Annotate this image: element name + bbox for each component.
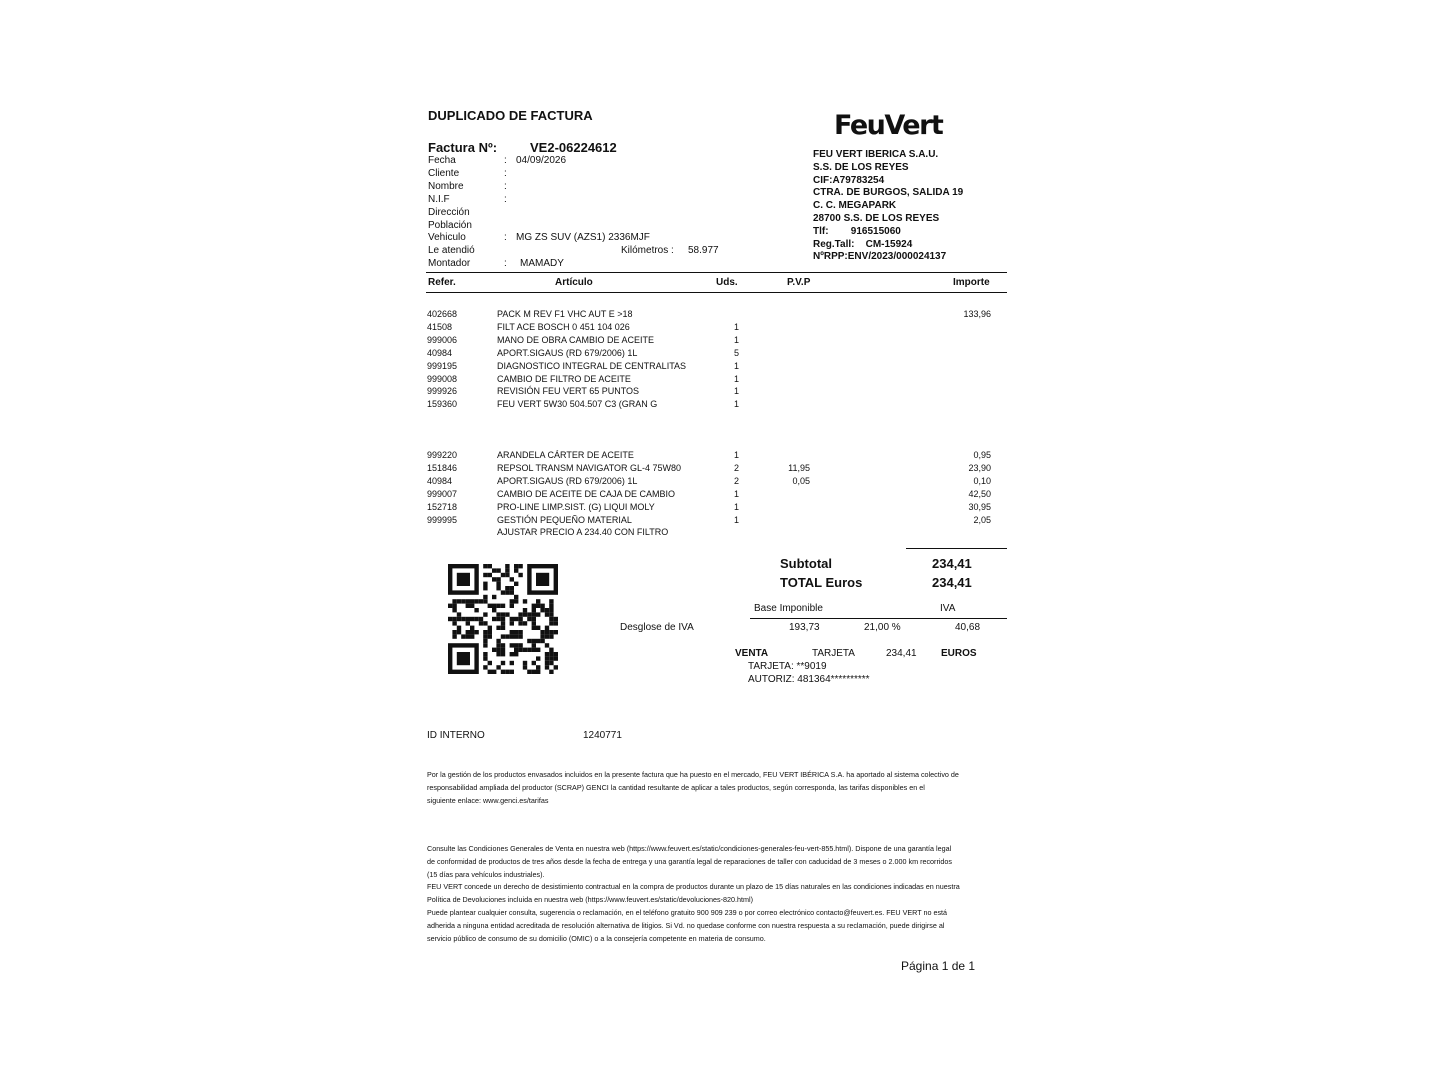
row-amount: 0,10	[973, 475, 991, 486]
legal-line: Por la gestión de los productos envasados incluidos en la presente factura que ha puesto en el mercado, FEU VERT IBÉRICA S.A. ha aportado al sistema colectivo de	[427, 770, 959, 779]
row-units: 1	[734, 334, 740, 345]
row-article: REPSOL TRANSM NAVIGATOR GL-4 75W80	[497, 462, 682, 473]
table-row	[0, 527, 1440, 539]
row-article: DIAGNOSTICO INTEGRAL DE CENTRALITAS	[497, 360, 687, 371]
row-units: 1	[734, 321, 740, 332]
col-ref-header: Refer.	[428, 277, 456, 288]
page-number: Página 1 de 1	[901, 959, 976, 973]
row-ref: 159360	[427, 399, 458, 410]
row-article: FILT ACE BOSCH 0 451 104 026	[497, 321, 630, 332]
row-ref: 151846	[427, 462, 458, 473]
shop-line: CTRA. DE BURGOS, SALIDA 19	[813, 187, 964, 199]
row-article: MANO DE OBRA CAMBIO DE ACEITE	[497, 334, 655, 345]
col-units-header: Uds.	[716, 277, 738, 288]
vat-iva-label: IVA	[940, 603, 956, 614]
row-units: 1	[734, 488, 740, 499]
shop-address	[813, 149, 963, 264]
row-article: APORT.SIGAUS (RD 679/2006) 1L	[497, 347, 638, 358]
row-article: AJUSTAR PRECIO A 234.40 CON FILTRO	[497, 527, 669, 538]
document-title: DUPLICADO DE FACTURA	[428, 108, 593, 123]
col-price-header: P.V.P	[787, 277, 811, 288]
payment-method: TARJETA	[812, 648, 855, 659]
row-ref: 40984	[427, 347, 453, 358]
row-units: 1	[734, 501, 740, 512]
shop-line: C. C. MEGAPARK	[813, 200, 897, 212]
field-colon: :	[504, 232, 507, 244]
legal-line: adherida a ninguna entidad acreditada de resolución alternativa de litigios. Si Vd. no quedase conforme con nuestra respuesta a su reclamación, puede dirigirse al	[427, 920, 945, 930]
row-article: FEU VERT 5W30 504.507 C3 (GRAN G	[497, 399, 658, 410]
row-ref: 999220	[427, 450, 458, 460]
shop-line: Tlf: 916515060	[813, 225, 901, 237]
table-header-rule	[426, 292, 1007, 293]
row-article: CAMBIO DE ACEITE DE CAJA DE CAMBIO	[497, 488, 676, 499]
sales-conditions-notice	[427, 843, 1027, 945]
table-row	[0, 386, 1440, 398]
row-article: PACK M REV F1 VHC AUT E >18	[497, 309, 633, 319]
table-row	[0, 335, 1440, 347]
field-colon: :	[504, 258, 507, 270]
table-row	[0, 450, 1440, 462]
row-article: GESTIÓN PEQUEÑO MATERIAL	[497, 514, 632, 525]
table-row	[0, 322, 1440, 334]
total-label: TOTAL Euros	[780, 575, 863, 590]
field-value: MAMADY	[520, 258, 564, 270]
subtotal-value: 234,41	[932, 556, 972, 571]
legal-line: (15 días para vehículos industriales).	[427, 869, 545, 879]
vat-breakdown-label: Desglose de IVA	[620, 622, 694, 633]
qr-code-icon	[448, 564, 558, 674]
legal-line: de conformidad de productos de tres años desde la fecha de entrega y una garantía legal de reparaciones de taller con caducidad de 3 meses o 2.000 km recorridos	[427, 856, 953, 866]
table-row	[0, 399, 1440, 411]
vat-base-label: Base Imponible	[754, 603, 823, 614]
scrap-legal-notice	[427, 769, 1027, 807]
row-article: CAMBIO DE FILTRO DE ACEITE	[497, 373, 631, 384]
row-amount: 23,90	[968, 462, 991, 473]
col-article-header: Artículo	[555, 277, 593, 288]
table-row	[0, 489, 1440, 501]
field-colon: :	[504, 193, 507, 205]
field-label: Fecha	[428, 155, 456, 166]
shop-line: FEU VERT IBERICA S.A.U.	[813, 149, 939, 160]
legal-line: Consulte las Condiciones Generales de Venta en nuestra web (https://www.feuvert.es/static/condiciones-generales-feu-vert-855.html). Dispone de una garantía legal	[427, 844, 952, 853]
invoice-number-label: Factura Nº:	[428, 140, 498, 155]
payment-currency: EUROS	[941, 648, 977, 659]
subtotal-label: Subtotal	[780, 556, 832, 571]
row-units: 2	[734, 475, 740, 486]
legal-line: FEU VERT concede un derecho de desistimiento contractual en la compra de productos durante un plazo de 15 días naturales en las condiciones indicadas en nuestra	[427, 882, 960, 892]
internal-id-value: 1240771	[583, 730, 622, 741]
field-colon: :	[504, 180, 507, 192]
table-row	[0, 476, 1440, 488]
vat-base-value: 193,73	[789, 622, 820, 633]
table-row	[0, 309, 1440, 321]
vat-rule	[750, 618, 1007, 619]
totals-rule	[906, 548, 1007, 549]
table-row	[0, 374, 1440, 386]
field-label: Le atendió	[428, 245, 475, 257]
row-units: 1	[734, 514, 740, 525]
field-value: MG ZS SUV (AZS1) 2336MJF	[516, 232, 650, 244]
vat-amount: 40,68	[955, 622, 981, 633]
table-top-rule	[426, 272, 1007, 273]
row-ref: 999195	[427, 360, 458, 371]
payment-amount: 234,41	[886, 648, 917, 659]
total-value: 234,41	[932, 575, 972, 590]
row-article: APORT.SIGAUS (RD 679/2006) 1L	[497, 475, 638, 486]
row-units: 1	[734, 399, 740, 410]
row-units: 1	[734, 360, 740, 371]
row-ref: 152718	[427, 501, 458, 512]
legal-line: Política de Devoluciones incluida en nuestra web (https://www.feuvert.es/static/devoluciones-820.html)	[427, 895, 753, 905]
row-units: 2	[734, 462, 740, 473]
km-label: Kilómetros :	[621, 245, 674, 256]
field-label: Nombre	[428, 180, 464, 192]
row-amount: 133,96	[963, 309, 991, 319]
row-article: REVISIÓN FEU VERT 65 PUNTOS	[497, 386, 640, 397]
field-colon: :	[504, 167, 507, 179]
row-units: 5	[734, 347, 740, 358]
legal-line: siguiente enlace: www.genci.es/tarifas	[427, 795, 549, 805]
field-label: Vehiculo	[428, 232, 466, 244]
row-article: PRO-LINE LIMP.SIST. (G) LIQUI MOLY	[497, 501, 655, 512]
shop-line: NºRPP:ENV/2023/000024137	[813, 251, 947, 263]
km-value: 58.977	[688, 245, 719, 256]
legal-line: servicio público de consumo de su domicilio (OMIC) o a la consejería competente en materia de consumo.	[427, 933, 766, 943]
row-amount: 30,95	[968, 501, 991, 512]
row-amount: 2,05	[973, 514, 991, 525]
field-label: Población	[428, 219, 472, 231]
shop-line: S.S. DE LOS REYES	[813, 161, 909, 173]
row-price: 11,95	[788, 462, 810, 473]
row-ref: 999926	[427, 386, 458, 397]
row-ref: 41508	[427, 321, 453, 332]
row-amount: 0,95	[973, 450, 991, 460]
table-row	[0, 502, 1440, 514]
row-ref: 999006	[427, 334, 458, 345]
row-units: 1	[734, 373, 740, 384]
feu-vert-logo: FeuVert	[834, 110, 943, 141]
table-row	[0, 348, 1440, 360]
field-colon: :	[504, 155, 507, 166]
row-ref: 999995	[427, 514, 458, 525]
field-label: Cliente	[428, 167, 460, 179]
row-price: 0,05	[792, 475, 810, 486]
payment-type: VENTA	[735, 648, 769, 659]
col-amount-header: Importe	[953, 277, 990, 288]
row-units: 1	[734, 386, 740, 397]
row-ref: 999008	[427, 373, 458, 384]
table-row	[0, 515, 1440, 527]
row-ref: 402668	[427, 309, 458, 319]
row-ref: 999007	[427, 488, 458, 499]
table-row	[0, 361, 1440, 373]
table-row	[0, 463, 1440, 475]
row-amount: 42,50	[968, 488, 991, 499]
shop-line: CIF:A79783254	[813, 174, 885, 186]
shop-line: Reg.Tall: CM-15924	[813, 238, 913, 250]
vat-rate: 21,00 %	[864, 622, 901, 633]
field-label: Dirección	[428, 206, 470, 218]
internal-id-label: ID INTERNO	[427, 730, 485, 741]
legal-line: Puede plantear cualquier consulta, sugerencia o reclamación, en el teléfono gratuito 900 909 239 o por correo electrónico contacto@feuvert.es. FEU VERT no está	[427, 907, 948, 917]
row-ref: 40984	[427, 475, 453, 486]
shop-line: 28700 S.S. DE LOS REYES	[813, 212, 940, 224]
legal-line: responsabilidad ampliada del productor (SCRAP) GENCI la cantidad resultante de aplicar a tales productos, según corresponda, las tarifas disponibles en el	[427, 782, 925, 792]
card-number: TARJETA: **9019	[748, 661, 827, 672]
row-article: ARANDELA CÁRTER DE ACEITE	[497, 450, 634, 460]
row-units: 1	[734, 450, 740, 460]
field-label: Montador	[428, 258, 471, 270]
field-value: 04/09/2026	[516, 155, 567, 166]
field-label: N.I.F	[428, 193, 450, 205]
authorization-code: AUTORIZ: 481364**********	[748, 674, 870, 685]
invoice-number: VE2-06224612	[530, 140, 617, 155]
